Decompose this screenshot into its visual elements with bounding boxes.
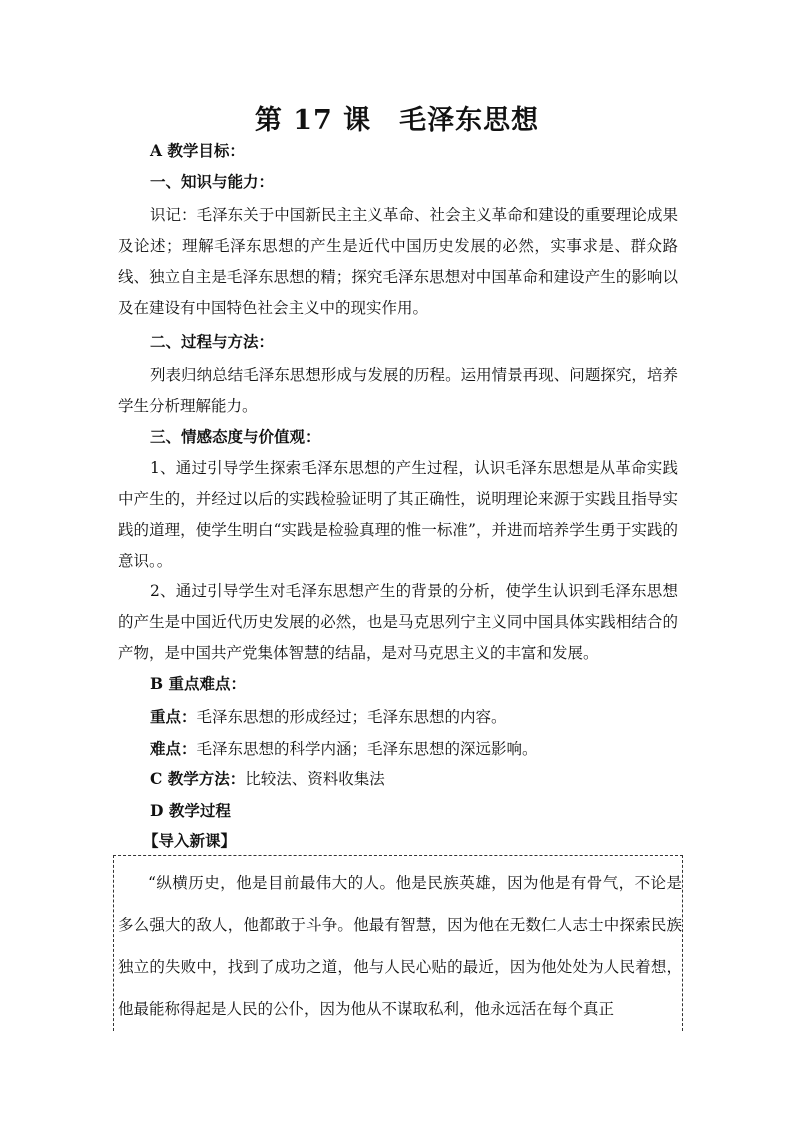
difficulties-label: 难点：: [150, 739, 197, 758]
paragraph-process: 列表归纳总结毛泽东思想形成与发展的历程。运用情景再现、问题探究，培养学生分析理解能力。: [118, 366, 678, 415]
difficulties-line: [150, 739, 710, 759]
page-title: 第 17 课 毛泽东思想: [254, 105, 540, 136]
difficulties-text: 毛泽东思想的科学内涵；毛泽东思想的深远影响。: [196, 740, 538, 758]
section-a-heading: A 教学目标：: [150, 141, 245, 160]
paragraph-knowledge: 识记：毛泽东关于中国新民主主义革命、社会主义革命和建设的重要理论成果及论述；理解毛泽东思想的产生是近代中国历史发展的必然，实事求是、群众路线、独立自主是毛泽东思想的精；探究毛泽东思想对中国革命和建设产生的影响以及在建设有中国特色社会主义中的现实作用。: [118, 206, 678, 317]
key-points-text: 毛泽东思想的形成经过；毛泽东思想的内容。: [196, 708, 507, 726]
teaching-method-label: C 教学方法：: [150, 769, 246, 788]
paragraph-attitude-1: 1、通过引导学生探索毛泽东思想的产生过程，认识毛泽东思想是从革命实践中产生的，并经过以后的实践检验证明了其正确性，说明理论来源于实践且指导实践的道理，使学生明白“实践是检验真理的惟一标准”，并进而培养学生勇于实践的意识。。: [118, 459, 678, 570]
section-2-heading: 二、过程与方法：: [150, 332, 275, 351]
section-d-heading: D 教学过程: [150, 801, 231, 820]
teaching-method-line: [150, 769, 710, 789]
section-3-heading: 三、情感态度与价值观：: [150, 427, 321, 446]
section-1-heading: 一、知识与能力：: [150, 172, 275, 191]
quote-text: “纵横历史，他是目前最伟大的人。他是民族英雄，因为他是有骨气，不论是多么强大的敌人，他都敢于斗争。他最有智慧，因为他在无数仁人志士中探索民族独立的失败中，找到了成功之道，他与人民心贴的最近，因为他处处为人民着想，他最能称得起是人民的公仆，因为他从不谋取私利，他永远活在每个真正: [118, 874, 682, 1018]
teaching-method-text: 比较法、资料收集法: [245, 770, 385, 788]
section-b-heading: B 重点难点：: [150, 674, 246, 693]
paragraph-attitude-2: 2、通过引导学生对毛泽东思想产生的背景的分析，使学生认识到毛泽东思想的产生是中国近代历史发展的必然，也是马克思列宁主义同中国具体实践相结合的产物，是中国共产党集体智慧的结晶，是对马克思主义的丰富和发展。: [118, 582, 678, 662]
intro-heading: 【导入新课】: [143, 831, 237, 850]
key-points-line: [150, 707, 710, 727]
key-points-label: 重点：: [150, 707, 197, 726]
